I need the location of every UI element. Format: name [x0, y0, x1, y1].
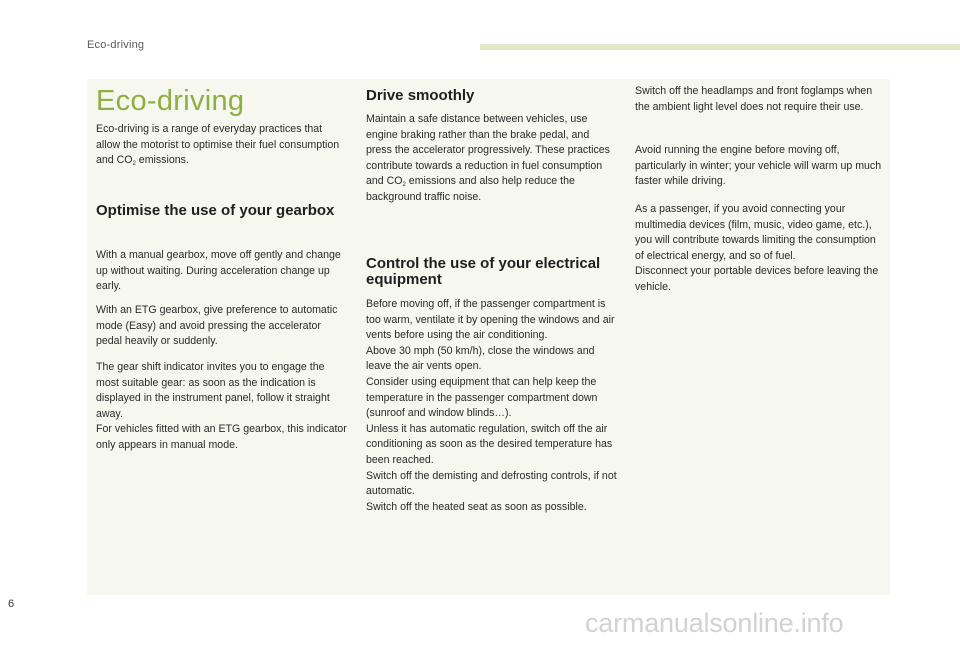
gearbox-heading: Optimise the use of your gearbox	[96, 202, 335, 219]
gearbox-paragraph-1: With a manual gearbox, move off gently and change up without waiting. During acceleration change up early.	[96, 249, 341, 293]
electrical-paragraph-1: Before moving off, if the passenger compartment is too warm, ventilate it by opening the windows and air vents before using the air conditioning.	[366, 298, 615, 342]
electrical-paragraph-4: Unless it has automatic regulation, switch off the air conditioning as soon as the desired temperature has been reached.	[366, 422, 613, 466]
drive-smoothly-heading: Drive smoothly	[366, 87, 475, 104]
drive-smoothly-paragraph: Maintain a safe distance between vehicles, use engine braking rather than the brake pedal, and press the accelerator progressively. These practices contribute towards a reduction in fuel consumption and $CO_2$ emissions and also help reduce the background traffic noise.	[366, 113, 610, 203]
headlamps-paragraph: Switch off the headlamps and front foglamps when the ambient light level does not require their use.	[635, 85, 873, 113]
gearbox-text-2	[96, 303, 348, 350]
right-text-3	[635, 202, 887, 296]
right-text-2	[635, 143, 887, 190]
column-left	[96, 79, 348, 451]
intro-paragraph: Eco-driving is a range of everyday practices that allow the motorist to optimise their fuel consumption and $CO_2$ emissions.	[96, 123, 340, 168]
gearbox-text	[96, 248, 348, 295]
portable-devices-paragraph: Disconnect your portable devices before leaving the vehicle.	[635, 265, 879, 293]
gearbox-paragraph-2: With an ETG gearbox, give preference to automatic mode (Easy) and avoid pressing the accelerator pedal heavily or suddenly.	[96, 304, 338, 348]
page-title: Eco-driving	[96, 85, 245, 117]
section-header-label: Eco-driving	[87, 39, 145, 51]
electrical-equipment-heading: Control the use of your electrical equipment	[366, 255, 601, 288]
electrical-paragraph-6: Switch off the heated seat as soon as possible.	[366, 500, 587, 513]
engine-warmup-paragraph: Avoid running the engine before moving off, particularly in winter; your vehicle will warm up much faster while driving.	[635, 144, 882, 188]
electrical-paragraph-5: Switch off the demisting and defrosting controls, if not automatic.	[366, 469, 617, 498]
content-panel	[87, 79, 890, 595]
electrical-equipment-text	[366, 297, 618, 515]
electrical-paragraph-3: Consider using equipment that can help keep the temperature in the passenger compartment down (sunroof and window blinds…).	[366, 375, 598, 420]
electrical-paragraph-2: Above 30 mph (50 km/h), close the windows and leave the air vents open.	[366, 344, 595, 373]
section-header-bar	[480, 44, 960, 50]
gearbox-paragraph-4: For vehicles fitted with an ETG gearbox, this indicator only appears in manual mode.	[96, 423, 347, 451]
watermark-text: carmanualsonline.info	[585, 608, 844, 638]
right-text-1	[635, 84, 887, 115]
gearbox-paragraph-3: The gear shift indicator invites you to engage the most suitable gear: as soon as the indication is displayed in the instrument panel, follow it straight away.	[96, 361, 330, 420]
page-number: 6	[8, 598, 15, 610]
gearbox-text-3	[96, 360, 348, 454]
multimedia-paragraph: As a passenger, if you avoid connecting your multimedia devices (film, music, video game, etc.), you will contribute towards limiting the consumption of electrical energy, and so of fuel.	[635, 203, 876, 262]
